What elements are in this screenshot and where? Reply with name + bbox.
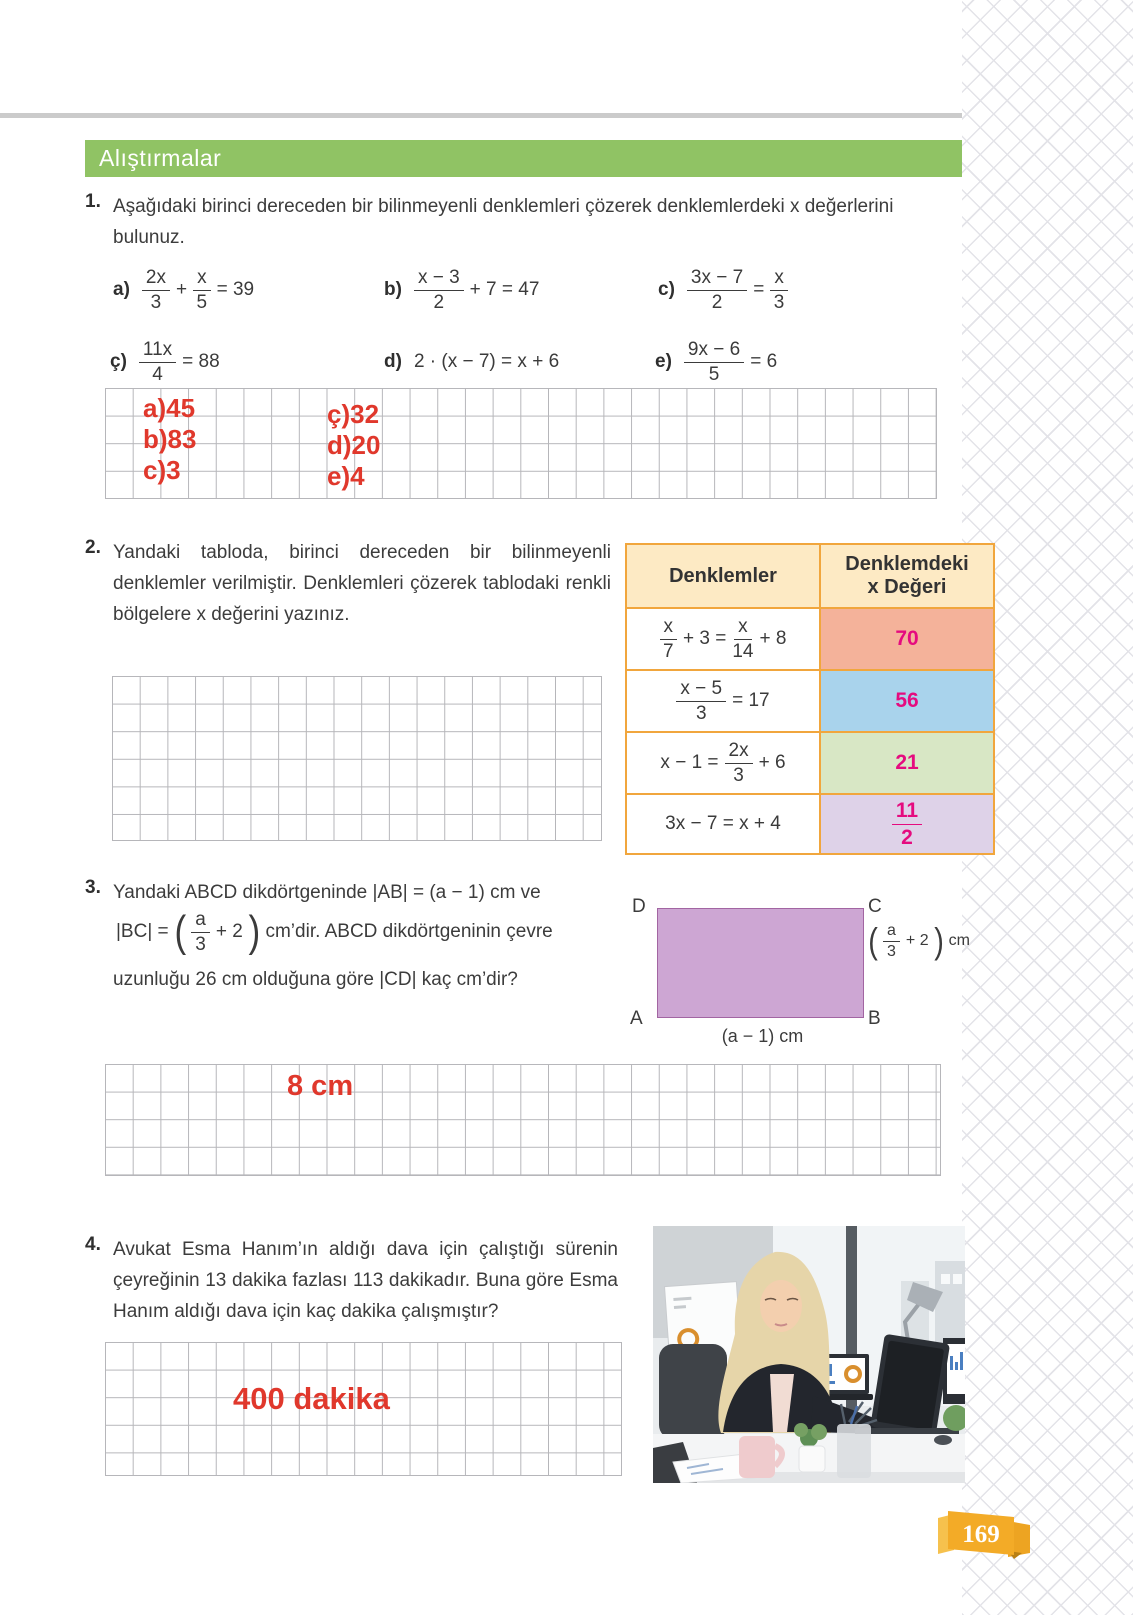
q1-equation-d (384, 334, 562, 390)
q1-answer-d: d)20 (327, 430, 381, 460)
table-equation-1: $\frac{x}{7}$ + 3 = $\frac{x}{14}$ + 8 (627, 609, 821, 669)
table-equation-3: x − 1 = $\frac{2x}{3}$ + 6 (627, 733, 821, 793)
q1-answer-c: c)3 (143, 455, 181, 485)
q1-answer-a: a)45 (143, 393, 196, 423)
q1-number: 1. (85, 191, 101, 212)
section-title: Alıştırmalar (99, 145, 222, 171)
q1-label-a: a) (113, 279, 130, 300)
q1-equation-a (113, 262, 257, 318)
q4-text: Avukat Esma Hanım’ın aldığı dava için çalıştığı sürenin çeyreğinin 13 dakika fazlası 113 dakikadır. Buna göre Esma Hanım aldığı dava için kaç dakika çalışmıştır? (113, 1239, 618, 1322)
q1-answer-b: b)83 (143, 424, 197, 454)
q1-label-cedilla: ç) (110, 351, 127, 372)
q1-equation-cedilla (110, 334, 223, 390)
q4-number: 4. (85, 1234, 101, 1255)
table-row (627, 793, 993, 853)
q2-work-grid (112, 676, 602, 841)
table-equation-4: 3x − 7 = x + 4 (627, 795, 821, 853)
top-divider (0, 113, 962, 118)
table-header-row (627, 545, 993, 607)
q4-answer: 400 dakika (233, 1381, 390, 1416)
q3-text-line1: Yandaki ABCD dikdörtgeninde |AB| = (a − 1) cm ve (113, 882, 541, 903)
q1-math-d: 2 · (x − 7) = x + 6 (413, 351, 560, 372)
rectangle-side-label: ( $\frac{a}{3}$ + 2 ) cm (868, 920, 970, 962)
q2-number: 2. (85, 537, 101, 558)
q1-equation-c (658, 262, 791, 318)
corner-label-c: C (868, 896, 882, 917)
office-chair (659, 1344, 727, 1439)
table-header-x-degeri-line2: x Değeri (867, 576, 947, 598)
q3-number: 3. (85, 877, 101, 898)
corner-label-d: D (632, 896, 646, 917)
q1-label-c: c) (658, 279, 675, 300)
q1-math-cedilla: $\frac{11x}{4}$ = 88 (136, 339, 223, 385)
q1-math-a: $\frac{2x}{3}$ + $\frac{x}{5}$ = 39 (139, 267, 257, 313)
rectangle-bottom-label: (a − 1) cm (721, 1026, 804, 1046)
q1-answers-col2 (327, 399, 380, 492)
table-row (627, 669, 993, 731)
q1-label-e: e) (655, 351, 672, 372)
table-header-x-degeri-line1: Denklemdeki (845, 553, 969, 575)
q2-text: Yandaki tabloda, birinci dereceden bir bilinmeyenli denklemler verilmiştir. Denklemleri çözerek tablodaki renkli bölgelere x değerini yazınız. (113, 542, 611, 625)
q1-label-b: b) (384, 279, 402, 300)
q1-answers-col1 (143, 393, 196, 486)
q1-equation-b (384, 262, 542, 318)
table-row (627, 607, 993, 669)
q1-text: Aşağıdaki birinci dereceden bir bilinmeyenli denklemleri çözerek denklemlerdeki x değerlerini bulunuz. (113, 196, 894, 248)
table-header-x-degeri (821, 545, 993, 607)
q1-math-c: $\frac{3x - 7}{2}$ = $\frac{x}{3}$ (684, 267, 791, 313)
equations-table (625, 543, 995, 855)
q1-answer-e: e)4 (327, 461, 365, 491)
q1-answer-grid (105, 388, 937, 499)
q1-label-d: d) (384, 351, 402, 372)
table-answer-4: $\frac{11}{2}$ (821, 795, 993, 853)
page-number-ribbon (938, 1508, 1038, 1560)
table-answer-2: 56 (821, 671, 993, 731)
table-equation-2: $\frac{x - 5}{3}$ = 17 (627, 671, 821, 731)
page-number: 169 (962, 1521, 1000, 1548)
q1-answer-cedilla: ç)32 (327, 399, 380, 429)
mouse (934, 1435, 952, 1445)
q1-math-e: $\frac{9x - 6}{5}$ = 6 (681, 339, 780, 385)
table-answer-1: 70 (821, 609, 993, 669)
office-photo-illustration (653, 1226, 965, 1483)
q1-equation-e (655, 334, 780, 390)
q3-text-line3: uzunluğu 26 cm olduğuna göre |CD| kaç cm’dir? (113, 969, 518, 990)
table-row (627, 731, 993, 793)
q3-text-line2: |BC| = ( $\frac{a}{3}$ + 2 ) cm’dir. ABCD dikdörtgeninin çevre (116, 907, 553, 956)
rectangle-abcd (657, 908, 864, 1018)
q3-answer-grid (105, 1064, 941, 1176)
corner-label-b: B (868, 1008, 881, 1029)
q1-math-b: $\frac{x - 3}{2}$ + 7 = 47 (411, 267, 542, 313)
section-banner (85, 140, 962, 177)
table-answer-3: 21 (821, 733, 993, 793)
corner-label-a: A (630, 1008, 643, 1029)
q3-answer: 8 cm (287, 1070, 354, 1102)
table-header-denklemler: Denklemler (627, 545, 821, 607)
